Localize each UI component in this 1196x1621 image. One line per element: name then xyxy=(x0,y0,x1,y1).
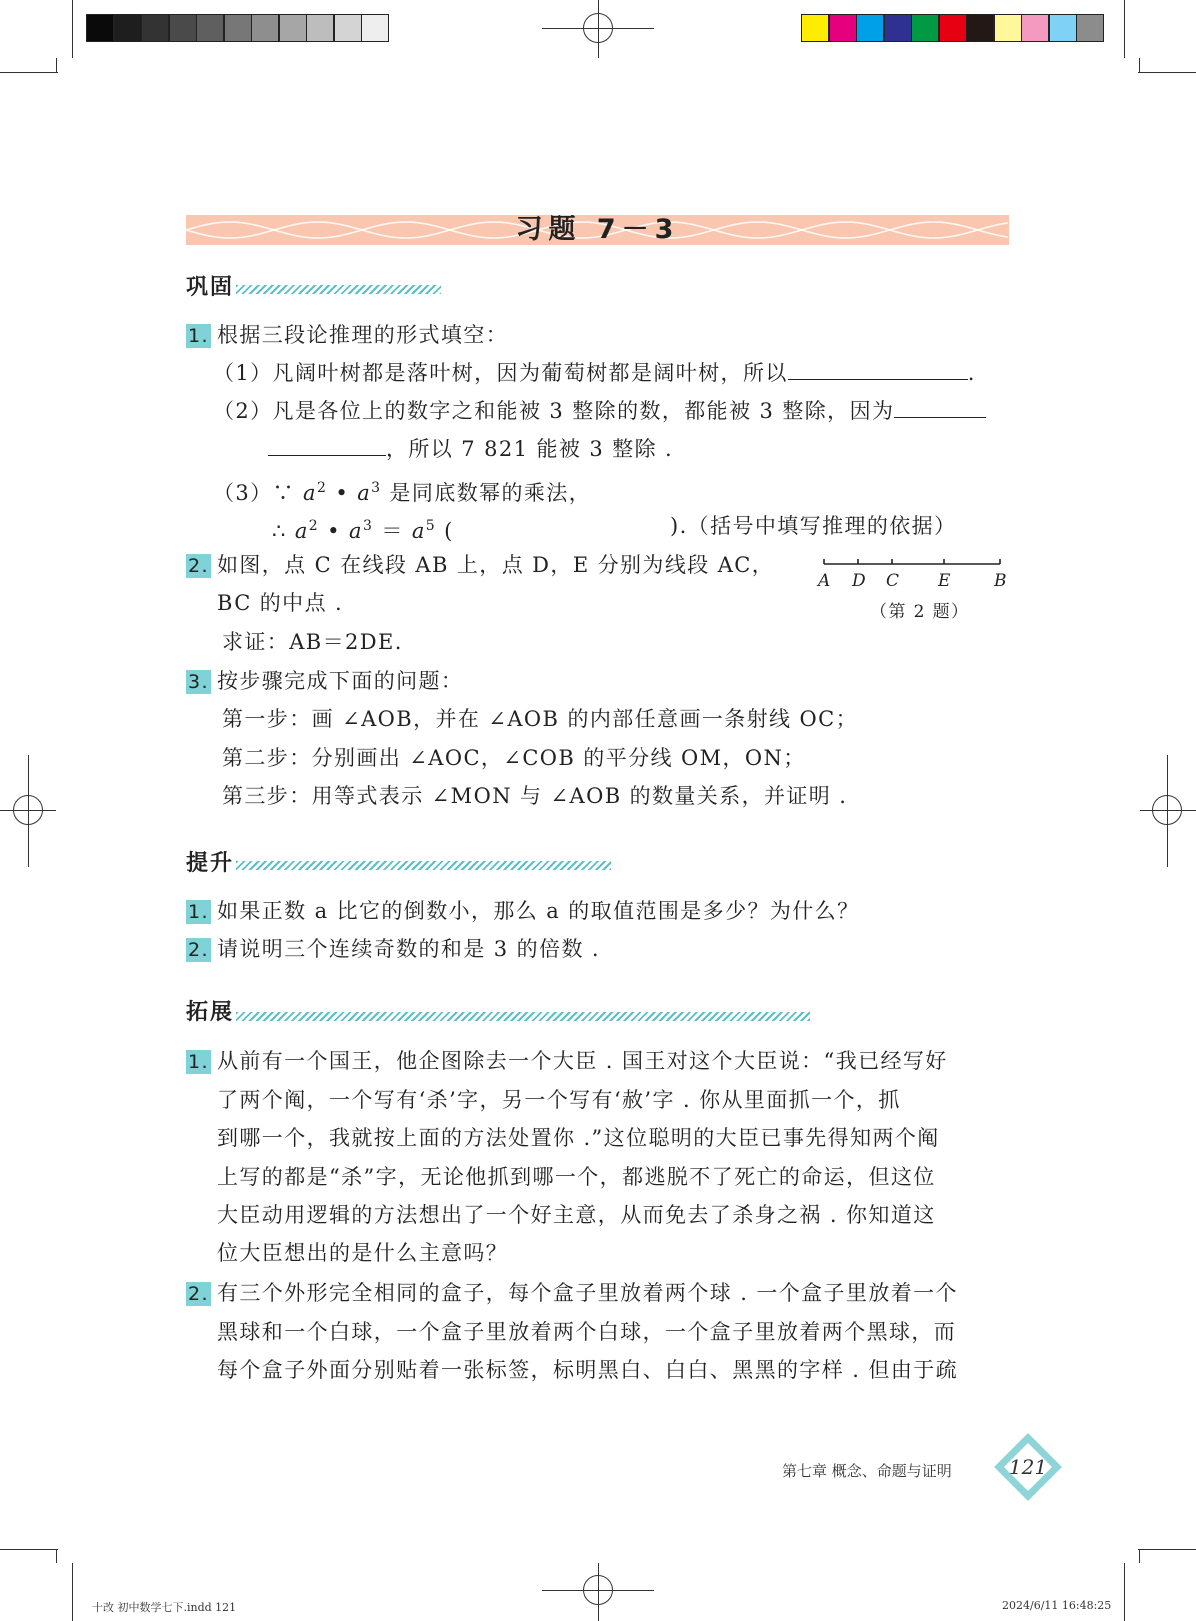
page-number-badge xyxy=(993,1432,1063,1502)
point-label: E xyxy=(938,571,952,591)
question-number: 1. xyxy=(188,325,209,347)
gray-swatch xyxy=(306,14,334,42)
file-slug: 十改 初中数学七下.indd 121 xyxy=(92,1601,237,1614)
question-text: 根据三段论推理的形式填空： xyxy=(216,323,509,347)
question-3 xyxy=(186,667,463,695)
question-1-part-1 xyxy=(213,359,976,387)
part-text: 是同底数幂的乘法， xyxy=(381,481,592,505)
part-text: ∴ xyxy=(272,519,295,543)
page-number: 121 xyxy=(1008,1455,1048,1479)
improve-question-2 xyxy=(186,935,600,963)
question-1-part-2-cont xyxy=(268,435,673,463)
answer-blank xyxy=(788,361,968,380)
question-number: 2. xyxy=(188,939,209,961)
question-2 xyxy=(186,551,774,579)
question-text: 按步骤完成下面的问题： xyxy=(216,669,464,693)
gray-swatch xyxy=(334,14,362,42)
question-text: 从前有一个国王，他企图除去一个大臣 . 国王对这个大臣说：“我已经写好 xyxy=(216,1049,948,1073)
answer-blank xyxy=(894,399,986,418)
part-text: （3）∵ xyxy=(213,481,304,505)
point-label: A xyxy=(818,571,832,591)
extend-question-1 xyxy=(186,1047,948,1075)
color-swatch xyxy=(829,14,857,42)
gray-swatch xyxy=(361,14,389,42)
color-swatch xyxy=(911,14,939,42)
gray-swatch xyxy=(251,14,279,42)
gray-swatch xyxy=(224,14,252,42)
question-1-part-3-conclusion: ∴ $a^2$ • $a^3 = a^5$ ( xyxy=(272,518,454,543)
registration-mark-left xyxy=(13,795,43,825)
section-heading-improve: 提升 xyxy=(186,851,235,876)
question-3-step-2: 第二步：分别画出 ∠AOC，∠COB 的平分线 OM，ON； xyxy=(222,746,806,770)
part-text: （1）凡阔叶树都是落叶树，因为葡萄树都是阔叶树，所以 xyxy=(213,361,788,385)
question-text: 请说明三个连续奇数的和是 3 的倍数 . xyxy=(216,937,600,961)
extend-question-1-line: 上写的都是“杀”字，无论他抓到哪一个，都逃脱不了死亡的命运，但这位 xyxy=(217,1165,936,1189)
segment-line xyxy=(810,555,1010,595)
registration-mark-bottom xyxy=(583,1575,613,1605)
question-number: 2. xyxy=(188,555,209,577)
extend-question-1-line: 到哪一个，我就按上面的方法处置你 .”这位聪明的大臣已事先得知两个阄 xyxy=(217,1126,940,1150)
title-banner xyxy=(186,215,1009,245)
question-1-part-3-tail xyxy=(670,512,956,540)
question-number: 3. xyxy=(188,671,209,693)
period: . xyxy=(967,361,976,385)
question-2-prove xyxy=(222,628,403,656)
improve-question-1 xyxy=(186,897,859,925)
point-label: B xyxy=(994,571,1008,591)
paren: ( xyxy=(444,519,454,543)
color-swatch xyxy=(884,14,912,42)
gray-swatch xyxy=(196,14,224,42)
timestamp-slug: 2024/6/11 16:48:25 xyxy=(1002,1599,1112,1612)
gray-swatch xyxy=(141,14,169,42)
exercise-title: 习题 7－3 xyxy=(515,215,680,245)
question-1 xyxy=(186,321,508,349)
section-heading-consolidate: 巩固 xyxy=(186,275,235,300)
extend-question-2 xyxy=(186,1279,958,1307)
segment-figure xyxy=(810,555,1010,630)
question-2-line-2 xyxy=(217,589,343,617)
section-heading-extend: 拓展 xyxy=(186,1000,235,1025)
question-3-step-3: 第三步：用等式表示 ∠MON 与 ∠AOB 的数量关系，并证明 . xyxy=(222,784,848,808)
registration-mark-right xyxy=(1152,795,1182,825)
figure-caption: （第 2 题） xyxy=(870,602,970,622)
extend-question-1-line: 大臣动用逻辑的方法想出了一个好主意，从而免去了杀身之祸 . 你知道这 xyxy=(217,1203,936,1227)
point-label: D xyxy=(852,571,868,591)
gray-swatch xyxy=(279,14,307,42)
color-swatch xyxy=(966,14,994,42)
chapter-footer: 第七章 概念、命题与证明 xyxy=(782,1462,952,1480)
extend-question-1-line: 位大臣想出的是什么主意吗？ xyxy=(217,1241,509,1265)
question-number: 1. xyxy=(188,901,209,923)
question-number: 2. xyxy=(188,1283,209,1305)
color-swatch xyxy=(1049,14,1077,42)
gray-swatch xyxy=(86,14,114,42)
extend-question-2-line: 每个盒子外面分别贴着一张标签，标明黑白、白白、黑黑的字样 . 但由于疏 xyxy=(217,1358,959,1382)
question-text: 如果正数 a 比它的倒数小，那么 a 的取值范围是多少？为什么？ xyxy=(216,899,860,923)
question-number: 1. xyxy=(188,1051,209,1073)
question-text: BC 的中点 . xyxy=(217,591,344,615)
answer-blank xyxy=(268,437,386,456)
color-swatch xyxy=(801,14,829,42)
color-swatch xyxy=(994,14,1022,42)
question-1-part-3: （3）∵ $a^2$ • $a^3$ 是同底数幂的乘法， xyxy=(213,480,592,505)
point-label: C xyxy=(886,571,901,591)
question-text: 求证：AB＝2DE. xyxy=(222,630,403,654)
registration-mark-top xyxy=(583,13,613,43)
part-text: ，所以 7 821 能被 3 整除 . xyxy=(386,437,674,461)
gray-swatch xyxy=(169,14,197,42)
color-swatch xyxy=(1076,14,1104,42)
color-swatch xyxy=(939,14,967,42)
color-swatch xyxy=(856,14,884,42)
extend-question-1-line: 了两个阄，一个写有‘杀’字，另一个写有‘赦’字 . 你从里面抓一个，抓 xyxy=(217,1088,901,1112)
extend-question-2-line: 黑球和一个白球，一个盒子里放着两个白球，一个盒子里放着两个黑球，而 xyxy=(217,1320,957,1344)
section-underline-decoration xyxy=(236,1012,810,1021)
question-text: 如图，点 C 在线段 AB 上，点 D，E 分别为线段 AC， xyxy=(216,553,775,577)
part-text: ).（括号中填写推理的依据） xyxy=(670,514,957,538)
question-1-part-2 xyxy=(213,397,986,425)
question-3-step-1: 第一步：画 ∠AOB，并在 ∠AOB 的内部任意画一条射线 OC； xyxy=(222,707,859,731)
section-underline-decoration xyxy=(236,285,441,294)
gray-swatch xyxy=(114,14,142,42)
section-underline-decoration xyxy=(236,861,611,870)
part-text: （2）凡是各位上的数字之和能被 3 整除的数，都能被 3 整除，因为 xyxy=(213,399,895,423)
color-swatch xyxy=(1021,14,1049,42)
question-text: 有三个外形完全相同的盒子，每个盒子里放着两个球 . 一个盒子里放着一个 xyxy=(216,1281,958,1305)
